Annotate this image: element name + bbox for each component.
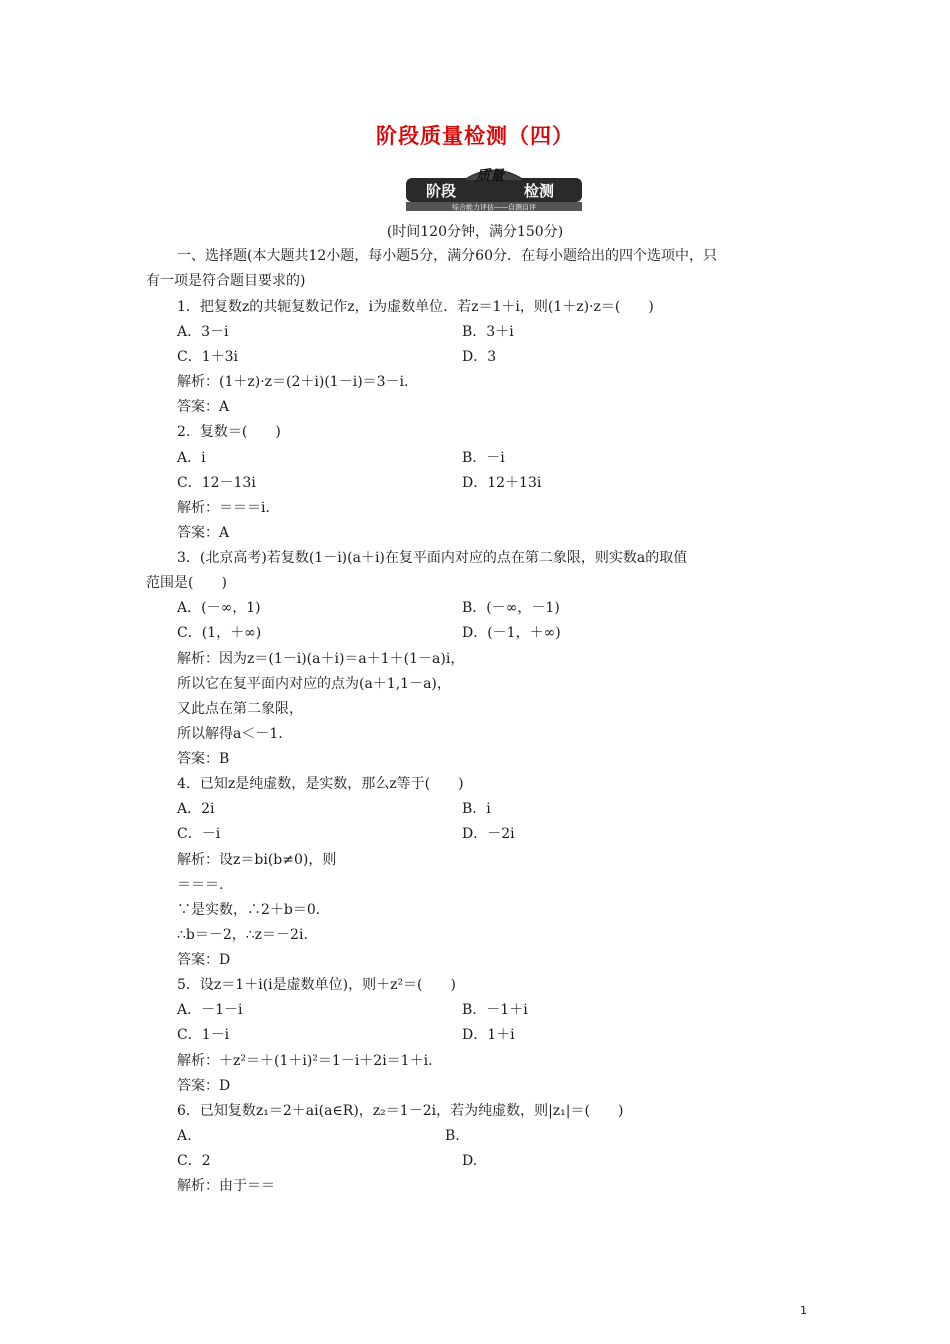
banner-top-text: 质量 bbox=[476, 168, 504, 184]
q4-answer: 答案：D bbox=[177, 952, 231, 968]
exam-time-score: (时间120分钟，满分150分) bbox=[386, 224, 564, 240]
q1-solution: 解析：(1＋z)·z＝(2＋i)(1－i)＝3－i. bbox=[177, 374, 409, 390]
q3-solution-4: 所以解得a＜－1. bbox=[177, 726, 283, 742]
q4-solution-2: ＝＝＝. bbox=[177, 877, 224, 893]
q6-option-d: D. bbox=[462, 1153, 478, 1169]
q3-stem-cont: 范围是( ) bbox=[146, 575, 227, 591]
q3-stem: 3．(北京高考)若复数(1－i)(a＋i)在复平面内对应的点在第二象限，则实数a的取值 bbox=[177, 550, 688, 566]
q3-solution-3: 又此点在第二象限， bbox=[177, 701, 303, 717]
q3-option-a: A．(－∞，1) bbox=[177, 600, 261, 616]
q6-stem: 6．已知复数z₁＝2＋ai(a∈R)，z₂＝1－2i，若为纯虚数，则|z₁|＝( ) bbox=[177, 1103, 624, 1119]
section-intro-cont: 有一项是符合题目要求的) bbox=[146, 273, 306, 289]
q1-option-c: C．1＋3i bbox=[177, 349, 239, 365]
q5-option-a: A．－1－i bbox=[177, 1002, 243, 1018]
q1-answer: 答案：A bbox=[177, 399, 230, 415]
q6-option-b: B. bbox=[445, 1128, 460, 1144]
q1-option-b: B．3＋i bbox=[462, 324, 514, 340]
q4-solution-4: ∴b＝－2，∴z＝－2i. bbox=[177, 927, 308, 943]
q1-stem: 1．把复数z的共轭复数记作z，i为虚数单位．若z＝1＋i，则(1＋z)·z＝( ) bbox=[177, 299, 654, 315]
q5-option-d: D．1＋i bbox=[462, 1027, 515, 1043]
banner-caption: 综合能力评估——自测自评 bbox=[452, 203, 536, 212]
section-intro: 一、选择题(本大题共12小题，每小题5分，满分60分．在每小题给出的四个选项中，只 bbox=[177, 248, 717, 264]
q1-option-a: A．3－i bbox=[177, 324, 229, 340]
q3-solution-1: 解析：因为z＝(1－i)(a＋i)＝a＋1＋(1－a)i， bbox=[177, 651, 465, 667]
page-title: 阶段质量检测（四） bbox=[376, 123, 574, 148]
q6-option-a: A. bbox=[177, 1128, 192, 1144]
q2-stem: 2．复数＝( ) bbox=[177, 424, 281, 440]
banner-right-text: 检测 bbox=[524, 182, 555, 200]
q4-solution-3: ∵是实数，∴2＋b＝0. bbox=[177, 902, 321, 918]
q3-option-d: D．(－1，＋∞) bbox=[462, 625, 561, 641]
page-number: 1 bbox=[800, 1304, 807, 1317]
q5-answer: 答案：D bbox=[177, 1078, 231, 1094]
section-banner-logo bbox=[404, 166, 584, 212]
q2-option-b: B．－i bbox=[462, 450, 505, 466]
q5-stem: 5．设z＝1＋i(i是虚数单位)，则＋z²＝( ) bbox=[177, 977, 456, 993]
q4-stem: 4．已知z是纯虚数，是实数，那么z等于( ) bbox=[177, 776, 464, 792]
q3-answer: 答案：B bbox=[177, 751, 230, 767]
banner-left-text: 阶段 bbox=[426, 182, 457, 200]
q5-option-b: B．－1＋i bbox=[462, 1002, 528, 1018]
q2-solution: 解析：＝＝＝i. bbox=[177, 500, 270, 516]
q3-option-b: B．(－∞，－1) bbox=[462, 600, 560, 616]
q4-option-c: C．－i bbox=[177, 826, 221, 842]
q2-answer: 答案：A bbox=[177, 525, 230, 541]
q3-solution-2: 所以它在复平面内对应的点为(a＋1,1－a)， bbox=[177, 676, 451, 692]
q3-option-c: C．(1，＋∞) bbox=[177, 625, 262, 641]
q2-option-c: C．12－13i bbox=[177, 475, 256, 491]
q1-option-d: D．3 bbox=[462, 349, 497, 365]
q4-solution-1: 解析：设z＝bi(b≠0)，则 bbox=[177, 852, 337, 868]
q2-option-d: D．12＋13i bbox=[462, 475, 542, 491]
q6-solution: 解析：由于＝＝ bbox=[177, 1178, 275, 1194]
q4-option-a: A．2i bbox=[177, 801, 215, 817]
q4-option-b: B．i bbox=[462, 801, 491, 817]
q4-option-d: D．－2i bbox=[462, 826, 515, 842]
q2-option-a: A．i bbox=[177, 450, 206, 466]
q5-solution: 解析：＋z²＝＋(1＋i)²＝1－i＋2i＝1＋i. bbox=[177, 1053, 433, 1069]
q6-option-c: C．2 bbox=[177, 1153, 211, 1169]
q5-option-c: C．1－i bbox=[177, 1027, 230, 1043]
